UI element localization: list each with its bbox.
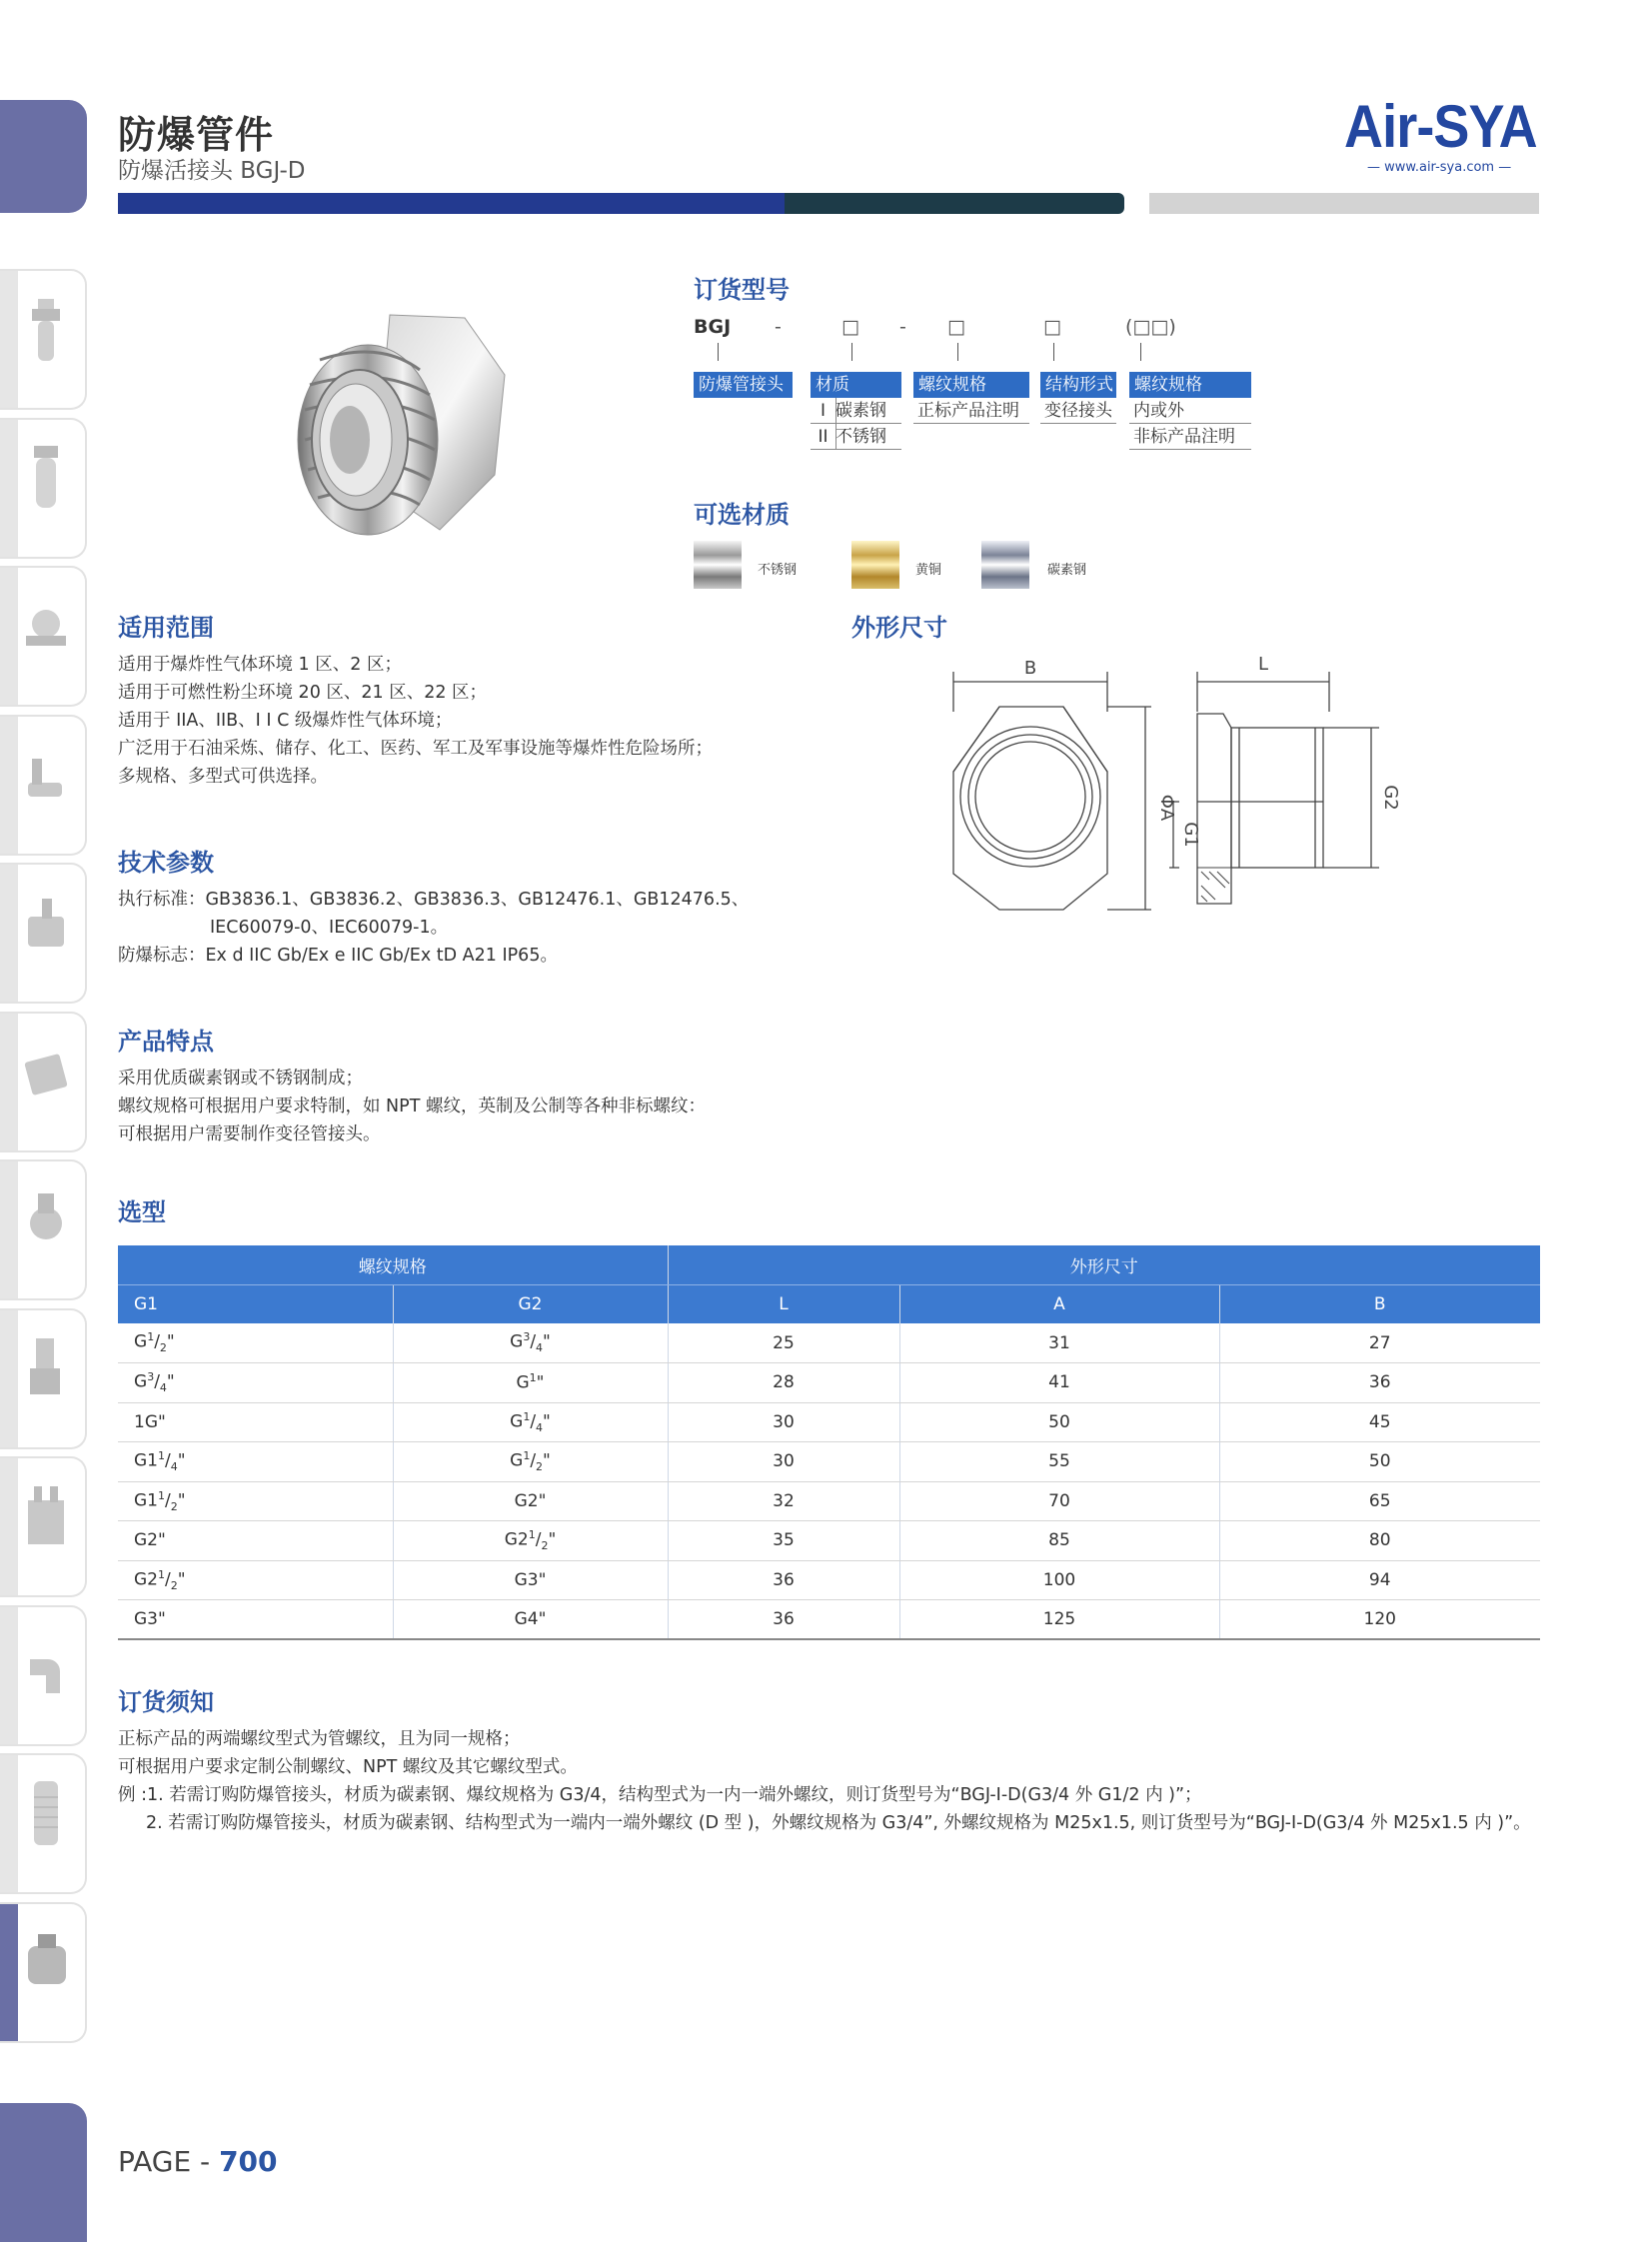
cell-g2 bbox=[393, 1402, 668, 1442]
thread-denominator: 2 bbox=[170, 1499, 178, 1513]
group-header-dimensions: 外形尺寸 bbox=[668, 1245, 1540, 1284]
materials-heading: 可选材质 bbox=[694, 501, 790, 529]
cell-b: 36 bbox=[1219, 1363, 1540, 1403]
thread-slash: / bbox=[530, 1332, 537, 1353]
cell-g2 bbox=[393, 1442, 668, 1482]
tech-line: IEC60079-0、IEC60079-1。 bbox=[210, 918, 449, 938]
scope-line: 广泛用于石油采炼、储存、化工、医药、军工及军事设施等爆炸性危险场所； bbox=[118, 739, 713, 759]
order-tick bbox=[851, 343, 852, 361]
cell-b: 120 bbox=[1219, 1600, 1540, 1640]
thread-suffix: " bbox=[548, 1529, 557, 1550]
swatch-carbon-label: 碳素钢 bbox=[1047, 563, 1087, 578]
cell-l: 36 bbox=[668, 1600, 899, 1640]
material-name: 不锈钢 bbox=[835, 427, 886, 447]
thread-denominator: 2 bbox=[541, 1539, 549, 1553]
table-row bbox=[118, 1481, 1540, 1521]
tech-line: 防爆标志：Ex d IIC Gb/Ex e IIC Gb/Ex tD A21 IP65。 bbox=[118, 946, 558, 966]
header-bar-grey bbox=[1149, 193, 1539, 214]
cell-l: 32 bbox=[668, 1481, 899, 1521]
side-tab[interactable] bbox=[0, 715, 87, 856]
cell-b: 80 bbox=[1219, 1521, 1540, 1561]
feature-line: 采用优质碳素钢或不锈钢制成； bbox=[118, 1069, 363, 1089]
cell-g1 bbox=[118, 1481, 393, 1521]
thread-denominator: 2 bbox=[170, 1578, 178, 1592]
side-tab[interactable] bbox=[0, 269, 87, 410]
cell-g2 bbox=[393, 1363, 668, 1403]
side-tab[interactable] bbox=[0, 566, 87, 707]
order-box-structure: □ bbox=[1043, 316, 1061, 338]
thread-numerator: 1 bbox=[158, 1567, 165, 1581]
cell-g2 bbox=[393, 1521, 668, 1561]
scope-heading: 适用范围 bbox=[118, 614, 214, 642]
cell-a: 100 bbox=[899, 1560, 1219, 1600]
order-label-material: 材质 bbox=[811, 372, 901, 398]
cell-a: 41 bbox=[899, 1363, 1219, 1403]
thread-base: G3" bbox=[134, 1609, 166, 1629]
side-tab-strip bbox=[0, 1904, 18, 2041]
filter-regulator-icon bbox=[24, 293, 70, 365]
cell-g1 bbox=[118, 1442, 393, 1482]
thread-slash: / bbox=[165, 1450, 171, 1471]
header-bar-blue bbox=[118, 193, 785, 214]
side-tab-strip bbox=[0, 420, 18, 557]
page-title: 防爆管件 bbox=[118, 113, 275, 157]
cell-g1 bbox=[118, 1560, 393, 1600]
thread-base: G bbox=[510, 1450, 524, 1471]
col-header-g1: G1 bbox=[118, 1284, 393, 1323]
cell-g1 bbox=[118, 1402, 393, 1442]
scope-list bbox=[118, 651, 713, 791]
cell-b: 50 bbox=[1219, 1442, 1540, 1482]
swatch-stainless-label: 不锈钢 bbox=[758, 563, 798, 578]
cell-g2 bbox=[393, 1481, 668, 1521]
thread-numerator: 1 bbox=[523, 1409, 531, 1423]
thread-suffix: " bbox=[543, 1332, 551, 1353]
thread-base: G2" bbox=[514, 1490, 547, 1511]
product-photo bbox=[280, 300, 530, 590]
dim-label-l: L bbox=[1257, 654, 1269, 675]
dim-label-g2: G2 bbox=[1380, 785, 1401, 811]
cell-a: 55 bbox=[899, 1442, 1219, 1482]
cell-g1 bbox=[118, 1600, 393, 1640]
thread-base: G bbox=[134, 1371, 148, 1392]
side-tab[interactable] bbox=[0, 1753, 87, 1894]
table-row bbox=[118, 1402, 1540, 1442]
cell-g2 bbox=[393, 1600, 668, 1640]
tech-heading: 技术参数 bbox=[118, 849, 214, 877]
side-tab-strip bbox=[0, 1310, 18, 1447]
scope-line: 适用于爆炸性气体环境 1 区、2 区； bbox=[118, 655, 402, 675]
cell-g1 bbox=[118, 1363, 393, 1403]
thread-denominator: 4 bbox=[159, 1381, 167, 1395]
feature-line: 螺纹规格可根据用户要求特制，如 NPT 螺纹，英制及公制等各种非标螺纹： bbox=[118, 1097, 706, 1117]
side-tab[interactable] bbox=[0, 1456, 87, 1597]
side-tab-strip bbox=[0, 865, 18, 1002]
cell-l: 30 bbox=[668, 1402, 899, 1442]
cell-l: 28 bbox=[668, 1363, 899, 1403]
side-tab[interactable] bbox=[0, 1902, 87, 2043]
side-tab[interactable] bbox=[0, 1605, 87, 1746]
dimensions-heading: 外形尺寸 bbox=[851, 614, 947, 642]
table-body bbox=[118, 1323, 1540, 1639]
order-label-thread2: 螺纹规格 bbox=[1129, 372, 1251, 398]
page-footer bbox=[118, 2145, 278, 2178]
thread-numerator: 1 bbox=[158, 1449, 165, 1463]
order-box-thread2: (□□) bbox=[1125, 316, 1176, 338]
valve-actuator-icon bbox=[24, 887, 70, 959]
thread-base: G2" bbox=[134, 1530, 166, 1551]
order-label-product: 防爆管接头 bbox=[694, 372, 793, 398]
header-bar-dark bbox=[785, 193, 1124, 214]
thread-numerator: 3 bbox=[147, 1370, 155, 1384]
cell-b: 27 bbox=[1219, 1323, 1540, 1363]
col-header-l: L bbox=[668, 1284, 899, 1323]
page-prefix: PAGE - bbox=[118, 2145, 211, 2178]
order-thread2-row: 非标产品注明 bbox=[1129, 424, 1251, 450]
thread-suffix: " bbox=[543, 1411, 551, 1432]
thread-base: G3" bbox=[514, 1569, 547, 1590]
thread-denominator: 2 bbox=[536, 1460, 544, 1474]
thread-base: G bbox=[510, 1411, 524, 1432]
side-tab[interactable] bbox=[0, 863, 87, 1004]
brand-logo: Air-SYA bbox=[1344, 93, 1537, 160]
dimension-drawing bbox=[939, 652, 1409, 922]
cell-g1 bbox=[118, 1521, 393, 1561]
thread-base: G bbox=[134, 1332, 148, 1353]
material-code: II bbox=[818, 427, 828, 447]
table-group-header bbox=[118, 1245, 1540, 1284]
pump-icon bbox=[24, 1183, 70, 1255]
cell-b: 65 bbox=[1219, 1481, 1540, 1521]
note-line: 正标产品的两端螺纹型式为管螺纹，且为同一规格； bbox=[118, 1729, 521, 1749]
thread-base: G2 bbox=[134, 1569, 158, 1590]
junction-box-icon bbox=[24, 1926, 70, 1998]
thread-slash: / bbox=[154, 1371, 160, 1392]
notes-list bbox=[118, 1725, 1531, 1837]
order-tick bbox=[1140, 343, 1141, 361]
table-row bbox=[118, 1600, 1540, 1640]
cell-l: 35 bbox=[668, 1521, 899, 1561]
col-header-g2: G2 bbox=[393, 1284, 668, 1323]
thread-suffix: " bbox=[543, 1450, 551, 1471]
table-row bbox=[118, 1442, 1540, 1482]
cell-a: 31 bbox=[899, 1323, 1219, 1363]
thread-base: G bbox=[510, 1332, 524, 1353]
cell-b: 45 bbox=[1219, 1402, 1540, 1442]
side-rail-bottom bbox=[0, 2103, 87, 2242]
order-tick bbox=[718, 343, 719, 361]
order-material-row bbox=[811, 424, 901, 450]
cell-g2 bbox=[393, 1323, 668, 1363]
selection-table bbox=[118, 1245, 1540, 1640]
order-label-thread: 螺纹规格 bbox=[913, 372, 1029, 398]
notes-heading: 订货须知 bbox=[118, 1688, 214, 1716]
tech-line: 执行标准：GB3836.1、GB3836.2、GB3836.3、GB12476.1、GB12476.5、 bbox=[118, 890, 750, 910]
side-tab-strip bbox=[0, 1014, 18, 1150]
side-tab-strip bbox=[0, 568, 18, 705]
thread-slash: / bbox=[165, 1490, 171, 1511]
note-line: 例 :1. 若需订购防爆管接头，材质为碳素钢、爆纹规格为 G3/4，结构型式为一内一端外螺纹，则订货型号为“BGJ-I-D(G3/4 外 G1/2 内 )”； bbox=[118, 1785, 1202, 1805]
thread-denominator: 4 bbox=[536, 1420, 544, 1434]
thread-suffix: " bbox=[177, 1490, 186, 1511]
dim-label-g1: G1 bbox=[1180, 822, 1201, 848]
table-row bbox=[118, 1363, 1540, 1403]
cell-a: 125 bbox=[899, 1600, 1219, 1640]
thread-suffix: " bbox=[177, 1569, 186, 1590]
side-tab-strip bbox=[0, 1607, 18, 1744]
thread-base: G1 bbox=[134, 1450, 158, 1471]
cell-b: 94 bbox=[1219, 1560, 1540, 1600]
thread-denominator: 4 bbox=[536, 1341, 544, 1355]
side-tab[interactable] bbox=[0, 418, 87, 559]
thread-slash: / bbox=[530, 1450, 537, 1471]
thread-numerator: 1 bbox=[147, 1330, 155, 1344]
side-tab-strip bbox=[0, 1161, 18, 1298]
order-tick bbox=[957, 343, 958, 361]
thread-suffix: " bbox=[177, 1450, 186, 1471]
cell-a: 50 bbox=[899, 1402, 1219, 1442]
thread-denominator: 2 bbox=[159, 1341, 167, 1355]
note-line: 可根据用户要求定制公制螺纹、NPT 螺纹及其它螺纹型式。 bbox=[118, 1757, 578, 1777]
scope-line: 适用于可燃性粉尘环境 20 区、21 区、22 区； bbox=[118, 683, 488, 703]
thread-slash: / bbox=[165, 1569, 171, 1590]
tech-list bbox=[118, 886, 749, 970]
group-header-thread: 螺纹规格 bbox=[118, 1245, 668, 1284]
cell-l: 30 bbox=[668, 1442, 899, 1482]
order-tick bbox=[1053, 343, 1054, 361]
order-box-material: □ bbox=[841, 316, 859, 338]
table-row bbox=[118, 1560, 1540, 1600]
order-structure-note: 变径接头 bbox=[1040, 398, 1116, 424]
cell-a: 85 bbox=[899, 1521, 1219, 1561]
side-tab-strip bbox=[0, 717, 18, 854]
cell-a: 70 bbox=[899, 1481, 1219, 1521]
order-code: BGJ bbox=[694, 316, 732, 338]
order-label-structure: 结构形式 bbox=[1040, 372, 1116, 398]
thread-base: G4" bbox=[514, 1609, 547, 1629]
order-box-thread: □ bbox=[947, 316, 965, 338]
thread-base: 1G" bbox=[134, 1411, 166, 1432]
side-tab[interactable] bbox=[0, 1012, 87, 1152]
swatch-stainless bbox=[694, 541, 742, 589]
order-dash-2: - bbox=[899, 316, 906, 338]
side-tab[interactable] bbox=[0, 1308, 87, 1449]
cell-g2 bbox=[393, 1560, 668, 1600]
thread-numerator: 1 bbox=[158, 1488, 165, 1502]
swatch-brass bbox=[851, 541, 899, 589]
thread-slash: / bbox=[530, 1411, 537, 1432]
pressure-gauge-icon bbox=[24, 590, 70, 662]
table-column-header bbox=[118, 1284, 1540, 1323]
manifold-icon bbox=[24, 1480, 70, 1552]
features-list bbox=[118, 1065, 706, 1148]
thread-suffix: " bbox=[166, 1371, 175, 1392]
side-tab-strip bbox=[0, 1458, 18, 1595]
thread-numerator: 1 bbox=[529, 1371, 537, 1385]
dim-label-b: B bbox=[1023, 658, 1037, 679]
solenoid-box-icon bbox=[24, 1036, 70, 1108]
cylinder-valve-icon bbox=[24, 1332, 70, 1404]
cell-g1 bbox=[118, 1323, 393, 1363]
order-material-row bbox=[811, 398, 901, 424]
side-tab-strip bbox=[0, 271, 18, 408]
cell-l: 25 bbox=[668, 1323, 899, 1363]
brand-url-text: www.air-sya.com bbox=[1384, 160, 1495, 175]
feature-line: 可根据用户需要制作变径管接头。 bbox=[118, 1124, 381, 1144]
side-rail-top bbox=[0, 100, 87, 213]
col-header-b: B bbox=[1219, 1284, 1540, 1323]
material-code: I bbox=[820, 401, 826, 421]
order-dash-1: - bbox=[775, 316, 782, 338]
selection-heading: 选型 bbox=[118, 1198, 166, 1226]
order-heading: 订货型号 bbox=[694, 276, 790, 304]
order-thread2-row: 内或外 bbox=[1129, 398, 1251, 424]
col-header-a: A bbox=[899, 1284, 1219, 1323]
side-tab[interactable] bbox=[0, 1159, 87, 1300]
thread-base: G1 bbox=[134, 1490, 158, 1511]
page-number: 700 bbox=[219, 2145, 278, 2178]
thread-suffix: " bbox=[536, 1373, 545, 1394]
thread-numerator: 3 bbox=[523, 1330, 531, 1344]
thread-suffix: " bbox=[166, 1332, 175, 1353]
spring-coupling-icon bbox=[24, 1777, 70, 1849]
material-name: 碳素钢 bbox=[835, 401, 886, 421]
scope-line: 适用于 IIA、IIB、I I C 级爆炸性气体环境； bbox=[118, 711, 453, 731]
thread-slash: / bbox=[535, 1529, 542, 1550]
note-line: 2. 若需订购防爆管接头，材质为碳素钢、结构型式为一端内一端外螺纹 (D 型 )，外螺纹规格为 G3/4”, 外螺纹规格为 M25x1.5, 则订货型号为“BGJ-I-D(G3/4 外 M25x1.5 内 )”。 bbox=[146, 1813, 1531, 1833]
scope-line: 多规格、多型式可供选择。 bbox=[118, 767, 328, 787]
thread-numerator: 1 bbox=[523, 1449, 531, 1463]
table-row bbox=[118, 1521, 1540, 1561]
thread-numerator: 1 bbox=[528, 1528, 536, 1542]
angle-valve-icon bbox=[24, 739, 70, 811]
side-tab-strip bbox=[0, 1755, 18, 1892]
elbow-fitting-icon bbox=[24, 1629, 70, 1701]
table-row bbox=[118, 1323, 1540, 1363]
swatch-brass-label: 黄铜 bbox=[915, 563, 942, 578]
swatch-carbon bbox=[981, 541, 1029, 589]
brand-url: — www.air-sya.com — bbox=[1367, 160, 1512, 175]
page-subtitle: 防爆活接头 BGJ-D bbox=[118, 158, 306, 184]
filter-bowl-icon bbox=[24, 442, 70, 514]
features-heading: 产品特点 bbox=[118, 1028, 214, 1056]
thread-base: G bbox=[516, 1373, 530, 1394]
dim-label-a: ΦA bbox=[1156, 794, 1177, 822]
order-thread-note: 正标产品注明 bbox=[913, 398, 1029, 424]
thread-denominator: 4 bbox=[170, 1460, 178, 1474]
thread-base: G2 bbox=[504, 1529, 529, 1550]
thread-slash: / bbox=[154, 1332, 160, 1353]
cell-l: 36 bbox=[668, 1560, 899, 1600]
